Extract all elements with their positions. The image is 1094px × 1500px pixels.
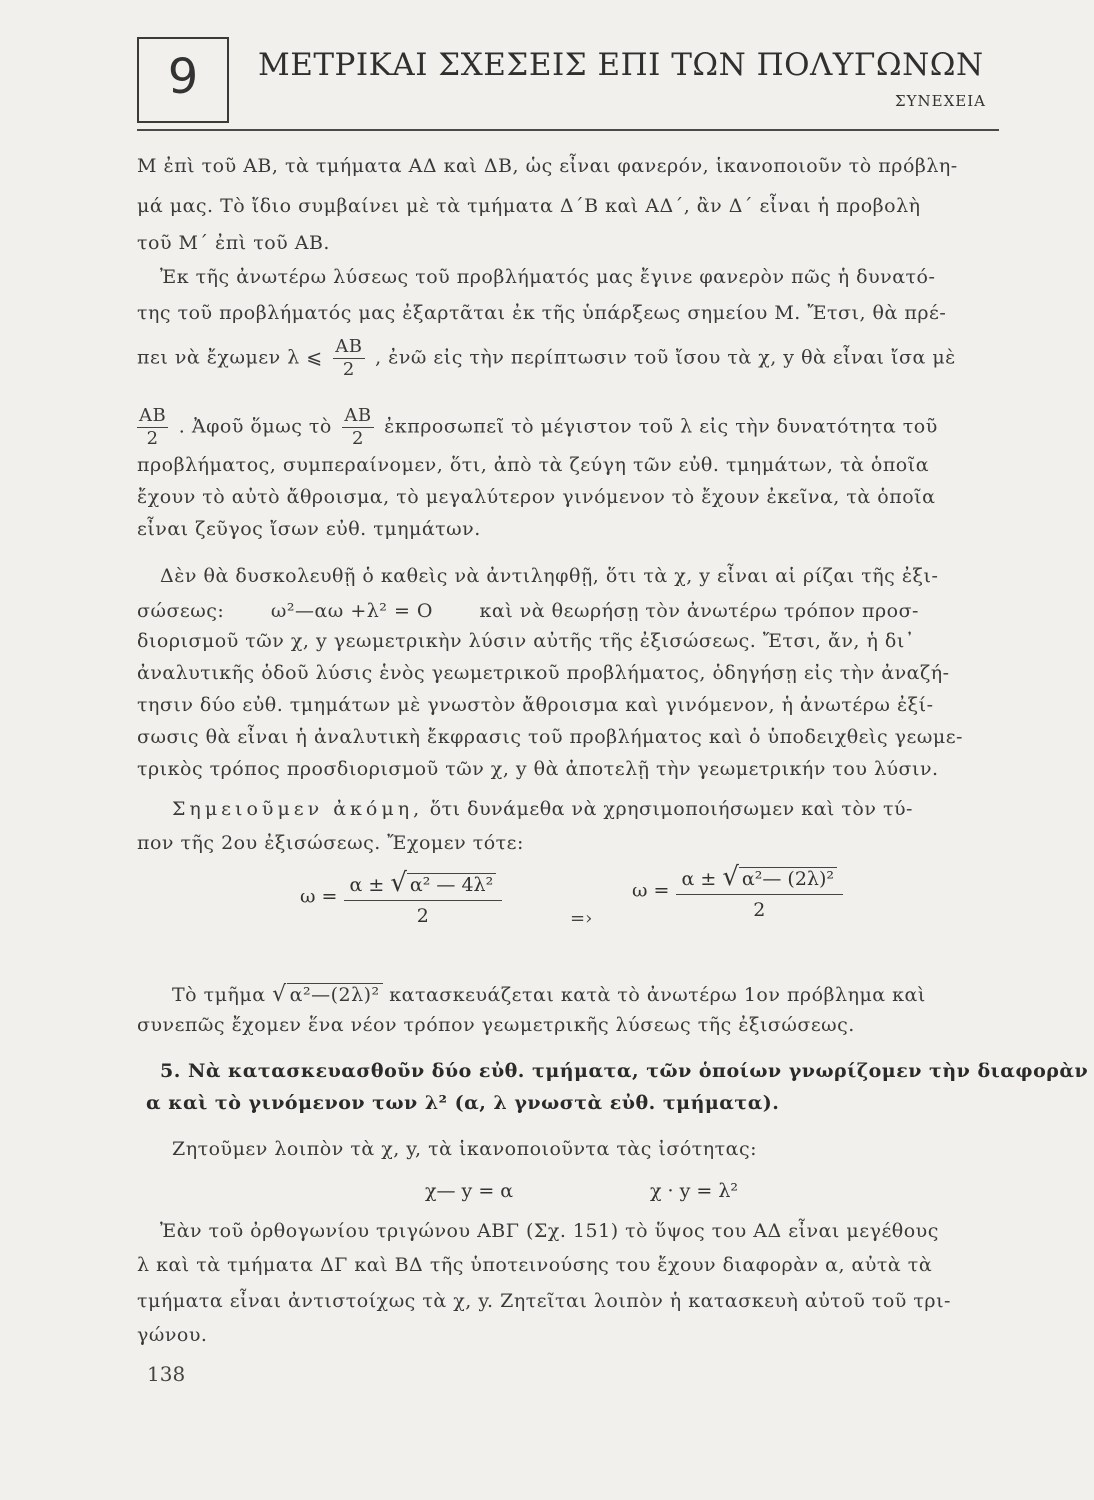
text-line: τησιν δύο εὐθ. τμημάτων μὲ γνωστὸν ἄθροισμα καὶ γινόμενον, ἡ ἀνωτέρω ἐξί-	[137, 694, 934, 716]
text-line: Μ ἐπὶ τοῦ ΑΒ, τὰ τμήματα ΑΔ καὶ ΔΒ, ὡς εἶναι φανερόν, ἱκανοποιοῦν τὸ πρόβλη-	[137, 155, 958, 177]
chapter-number-box	[137, 37, 229, 123]
radicand: α² — 4λ²	[407, 873, 496, 896]
formula-fraction	[344, 868, 503, 927]
text-line: ἀναλυτικῆς ὁδοῦ λύσις ἑνὸς γεωμετρικοῦ προβλήματος, ὁδηγήσῃ εἰς τὴν ἀναζή-	[137, 662, 950, 684]
formula-numerator	[344, 868, 503, 901]
formula-denominator: 2	[753, 899, 766, 921]
fraction-denominator: 2	[342, 359, 355, 380]
product-equation: χ · y = λ²	[650, 1180, 739, 1202]
quadratic-formula-1	[300, 868, 502, 927]
formula-alpha-pm: α ±	[349, 874, 385, 896]
text-segment: , ἐνῶ εἰς τὴν περίπτωσιν τοῦ ἴσου τὰ χ, y θὰ εἶναι ἴσα μὲ	[375, 346, 956, 369]
text-line: τρικὸς τρόπος προσδιορισμοῦ τῶν χ, y θὰ ἀποτελῇ τὴν γεωμετρικήν του λύσιν.	[137, 758, 939, 780]
quadratic-equation: ω²—αω +λ² = Ο	[270, 600, 433, 622]
text-line: σωσις θὰ εἶναι ἡ ἀναλυτικὴ ἔκφρασις τοῦ προβλήματος καὶ ὁ ὑποδειχθεὶς γεωμε-	[137, 726, 963, 748]
text-line: Ἐὰν τοῦ ὀρθογωνίου τριγώνου ΑΒΓ (Σχ. 151) τὸ ὕψος του ΑΔ εἶναι μεγέθους	[160, 1220, 939, 1242]
square-root	[390, 868, 496, 898]
text-segment: ὅτι δυνάμεθα νὰ χρησιμοποιήσωμεν καὶ τὸν τύ-	[429, 798, 913, 820]
formula-lhs: ω =	[632, 879, 670, 902]
text-line: Δὲν θὰ δυσκολευθῇ ὁ καθεὶς νὰ ἀντιληφθῇ, ὅτι τὰ χ, y εἶναι αἱ ρίζαι τῆς ἐξι-	[160, 565, 939, 587]
implies-arrow: =›	[570, 908, 593, 929]
formula-numerator	[676, 862, 843, 895]
text-segment: πει νὰ ἔχωμεν λ ⩽	[137, 346, 323, 369]
chapter-number: 9	[167, 49, 199, 105]
text-line: τοῦ Μ΄ ἐπὶ τοῦ ΑΒ.	[137, 232, 330, 254]
formula-fraction	[676, 862, 843, 921]
text-segment: καὶ νὰ θεωρήσῃ τὸν ἀνωτέρω τρόπον προσ-	[479, 600, 919, 622]
text-line: συνεπῶς ἔχομεν ἕνα νέον τρόπον γεωμετρικῆς λύσεως τῆς ἐξισώσεως.	[137, 1014, 855, 1036]
text-line-with-equation	[137, 600, 1003, 622]
problem-statement: α καὶ τὸ γινόμενον των λ² (α, λ γνωστὰ εὐθ. τμήματα).	[146, 1092, 780, 1114]
problem-statement: 5. Νὰ κατασκευασθοῦν δύο εὐθ. τμήματα, τῶν ὁποίων γνωρίζομεν τὴν διαφορὰν	[160, 1060, 1089, 1082]
formula-lhs: ω =	[300, 885, 338, 908]
fraction-denominator: 2	[146, 428, 159, 449]
text-segment: ἐκπροσωπεῖ τὸ μέγιστον τοῦ λ εἰς τὴν δυνατότητα τοῦ	[384, 415, 938, 438]
text-line: Ζητοῦμεν λοιπὸν τὰ χ, y, τὰ ἱκανοποιοῦντα τὰς ἰσότητας:	[172, 1138, 758, 1160]
formula-denominator: 2	[416, 905, 429, 927]
text-line: πον τῆς 2ου ἐξισώσεως. Ἔχομεν τότε:	[137, 832, 524, 854]
radical-sign-icon: √	[722, 862, 739, 892]
fraction-ab-over-2	[333, 336, 364, 381]
emphasized-text: Σημειοῦμεν ἀκόμη,	[172, 798, 424, 820]
text-line-with-fraction	[137, 336, 1003, 381]
text-line: διορισμοῦ τῶν χ, y γεωμετρικὴν λύσιν αὐτῆς τῆς ἐξισώσεως. Ἔτσι, ἄν, ἡ δι᾽	[137, 630, 915, 652]
text-line: εἶναι ζεῦγος ἴσων εὐθ. τμημάτων.	[137, 518, 481, 540]
text-line: γώνου.	[137, 1324, 208, 1346]
square-root	[272, 982, 383, 1007]
fraction-ab-over-2	[137, 405, 168, 450]
radicand: α²—(2λ)²	[287, 983, 383, 1006]
formula-alpha-pm: α ±	[681, 868, 717, 890]
radical-sign-icon: √	[272, 982, 287, 1007]
fraction-ab-over-2	[342, 405, 373, 450]
difference-equation: χ— y = α	[425, 1180, 514, 1202]
chapter-title: ΜΕΤΡΙΚΑΙ ΣΧΕΣΕΙΣ ΕΠΙ ΤΩΝ ΠΟΛΥΓΩΝΩΝ	[258, 47, 984, 83]
text-line-with-fraction	[137, 405, 1003, 450]
page-number: 138	[147, 1362, 186, 1386]
square-root	[722, 862, 837, 892]
fraction-denominator: 2	[352, 428, 364, 449]
fraction-numerator: ΑΒ	[335, 336, 363, 357]
fraction-numerator: ΑΒ	[344, 405, 372, 426]
text-line: προβλήματος, συμπεραίνομεν, ὅτι, ἀπὸ τὰ ζεύγη τῶν εὐθ. τμημάτων, τὰ ὁποῖα	[137, 454, 930, 476]
text-line: ἔχουν τὸ αὐτὸ ἄθροισμα, τὸ μεγαλύτερον γινόμενον τὸ ἔχουν ἐκεῖνα, τὰ ὁποῖα	[137, 486, 936, 508]
text-segment: Τὸ τμῆμα	[172, 984, 266, 1006]
text-segment: . Ἀφοῦ ὅμως τὸ	[178, 415, 332, 438]
text-line	[172, 798, 1038, 820]
radical-sign-icon: √	[390, 868, 407, 898]
text-line: της τοῦ προβλήματός μας ἐξαρτᾶται ἐκ τῆς ὑπάρξεως σημείου Μ. Ἔτσι, θὰ πρέ-	[137, 302, 947, 324]
text-line: λ καὶ τὰ τμήματα ΔΓ καὶ ΒΔ τῆς ὑποτεινούσης του ἔχουν διαφορὰν α, αὐτὰ τὰ	[137, 1254, 933, 1276]
chapter-subtitle: ΣΥΝΕΧΕΙΑ	[895, 92, 986, 110]
fraction-numerator: ΑΒ	[139, 405, 167, 426]
quadratic-formula-2	[632, 862, 843, 921]
text-segment: κατασκευάζεται κατὰ τὸ ἀνωτέρω 1ον πρόβλημα καὶ	[389, 984, 926, 1006]
header-divider	[137, 129, 999, 131]
text-line: μά μας. Τὸ ἴδιο συμβαίνει μὲ τὰ τμήματα Δ΄Β καὶ ΑΔ΄, ἂν Δ΄ εἶναι ἡ προβολὴ	[137, 195, 921, 217]
text-line: Ἐκ τῆς ἀνωτέρω λύσεως τοῦ προβλήματός μας ἔγινε φανερὸν πῶς ἡ δυνατό-	[160, 266, 936, 288]
radicand: α²— (2λ)²	[739, 867, 837, 890]
text-segment: σώσεως:	[137, 600, 225, 622]
text-line-with-root	[172, 982, 1038, 1007]
text-line: τμήματα εἶναι ἀντιστοίχως τὰ χ, y. Ζητεῖται λοιπὸν ἡ κατασκευὴ αὐτοῦ τοῦ τρι-	[137, 1290, 951, 1312]
